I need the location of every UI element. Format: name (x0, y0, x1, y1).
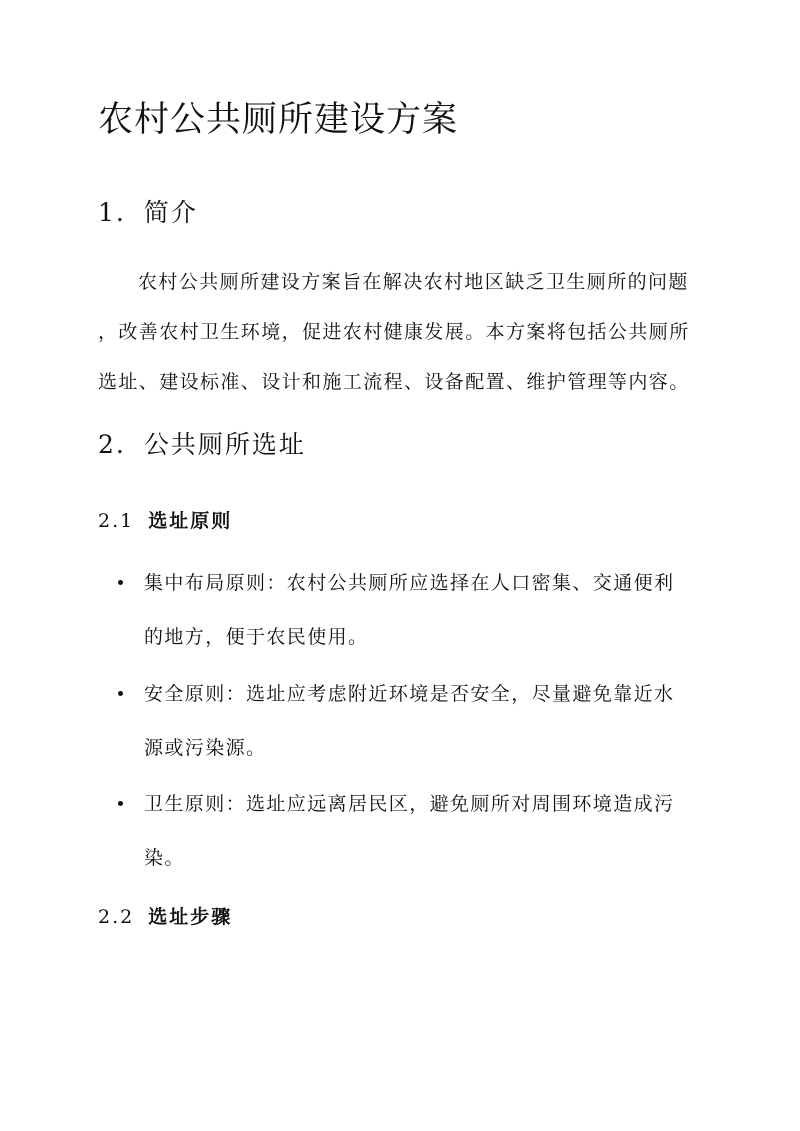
paragraph-line: ，改善农村卫生环境，促进农村健康发展。本方案将包括公共厕所 (98, 321, 690, 343)
subsection-2-1-heading (98, 507, 232, 535)
subsection-2-2-heading (98, 903, 232, 931)
section-1-paragraph (98, 257, 708, 407)
document-title: 农村公共厕所建设方案 (98, 100, 459, 140)
section-1-heading (98, 196, 198, 230)
subsection-2-1-number: 2.1 (98, 510, 135, 532)
section-2-heading (98, 428, 306, 462)
bullet-dot-icon (118, 580, 123, 585)
paragraph-line: 选址、建设标准、设计和施工流程、设备配置、维护管理等内容。 (98, 371, 690, 393)
bullet-line: 卫生原则：选址应远离居民区，避免厕所对周围环境造成污 (144, 793, 675, 815)
section-1-title: 简介 (143, 198, 198, 227)
bullet-item (118, 667, 708, 775)
bullet-line: 安全原则：选址应考虑附近环境是否安全，尽量避免靠近水 (144, 683, 675, 705)
bullet-dot-icon (118, 801, 123, 806)
bullet-line: 集中布局原则：农村公共厕所应选择在人口密集、交通便利 (144, 572, 675, 594)
bullet-line: 的地方，便于农民使用。 (144, 626, 369, 648)
section-2-title: 公共厕所选址 (143, 430, 306, 459)
subsection-2-1-title: 选址原则 (148, 510, 233, 532)
section-2-number: 2. (98, 430, 126, 459)
subsection-2-2-number: 2.2 (98, 906, 135, 928)
bullet-item (118, 556, 708, 664)
bullet-dot-icon (118, 691, 123, 696)
bullet-line: 染。 (144, 847, 185, 869)
section-1-number: 1. (98, 198, 126, 227)
bullet-item (118, 777, 708, 885)
subsection-2-2-title: 选址步骤 (148, 906, 233, 928)
bullet-line: 源或污染源。 (144, 737, 267, 759)
paragraph-line: 农村公共厕所建设方案旨在解决农村地区缺乏卫生厕所的问题 (138, 271, 689, 293)
